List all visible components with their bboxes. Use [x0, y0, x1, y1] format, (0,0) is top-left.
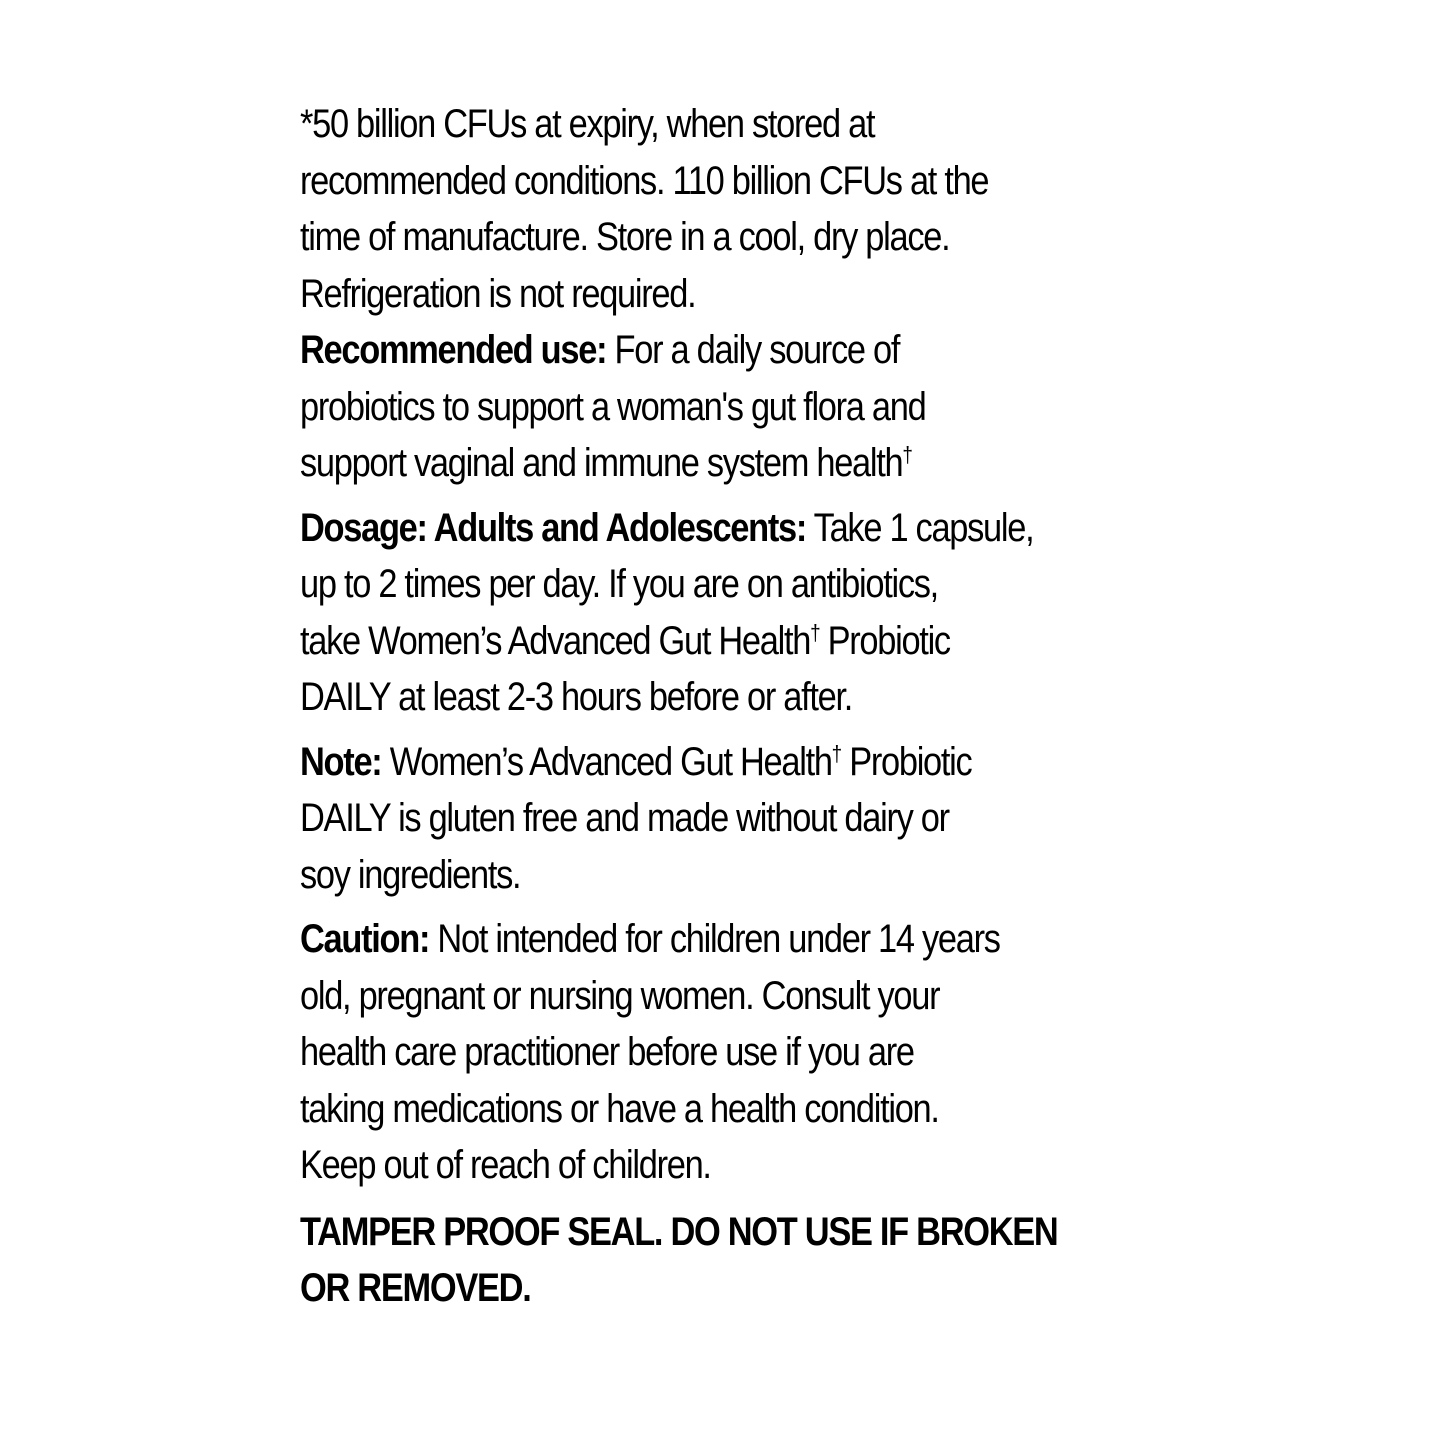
dosage-line-3b: Probiotic	[819, 618, 950, 663]
recommended-use-line-3: support vaginal and immune system health	[300, 441, 903, 485]
recommended-use-line-1: For a daily source of	[606, 328, 900, 372]
tamper-warning-section	[300, 1204, 1057, 1317]
note-line-1a: Women’s Advanced Gut Health	[381, 739, 832, 784]
caution-heading: Caution:	[300, 917, 430, 961]
tamper-warning-line-2: OR REMOVED.	[300, 1266, 531, 1310]
storage-line-3: time of manufacture. Store in a cool, dry place.	[300, 215, 950, 259]
dosage-section	[300, 500, 1057, 726]
dosage-heading: Dosage: Adults and Adolescents:	[300, 505, 807, 550]
note-line-2: DAILY is gluten free and made without dairy or	[300, 796, 949, 840]
recommended-use-heading: Recommended use:	[300, 328, 607, 372]
label-text-panel	[300, 96, 1057, 1317]
note-section	[300, 734, 1057, 904]
note-line-3: soy ingredients.	[300, 852, 521, 897]
storage-section	[300, 96, 1057, 322]
storage-line-2: recommended conditions. 110 billion CFUs at the	[300, 158, 989, 203]
tamper-warning-line-1: TAMPER PROOF SEAL. DO NOT USE IF BROKEN	[300, 1209, 1058, 1254]
note-heading: Note:	[300, 739, 382, 784]
storage-line-1: *50 billion CFUs at expiry, when stored at	[300, 102, 875, 146]
caution-line-2: old, pregnant or nursing women. Consult your	[300, 973, 940, 1018]
caution-line-1: Not intended for children under 14 years	[429, 917, 1000, 961]
recommended-use-line-2: probiotics to support a woman's gut flora and	[300, 384, 926, 429]
dosage-line-4: DAILY at least 2-3 hours before or after.	[300, 675, 852, 719]
caution-line-5: Keep out of reach of children.	[300, 1143, 711, 1187]
dosage-line-2: up to 2 times per day. If you are on antibiotics,	[300, 562, 938, 606]
caution-line-4: taking medications or have a health condition.	[300, 1086, 939, 1131]
dagger-mark: †	[831, 740, 841, 766]
storage-line-4: Refrigeration is not required.	[300, 271, 696, 316]
recommended-use-section	[300, 322, 1057, 492]
caution-line-3: health care practitioner before use if you are	[300, 1030, 914, 1074]
note-line-1b: Probiotic	[840, 739, 972, 784]
caution-section	[300, 911, 1057, 1194]
dosage-line-3a: take Women’s Advanced Gut Health	[300, 618, 811, 663]
dagger-mark: †	[810, 619, 820, 645]
dosage-line-1: Take 1 capsule,	[806, 505, 1034, 550]
dagger-mark: †	[902, 442, 912, 467]
